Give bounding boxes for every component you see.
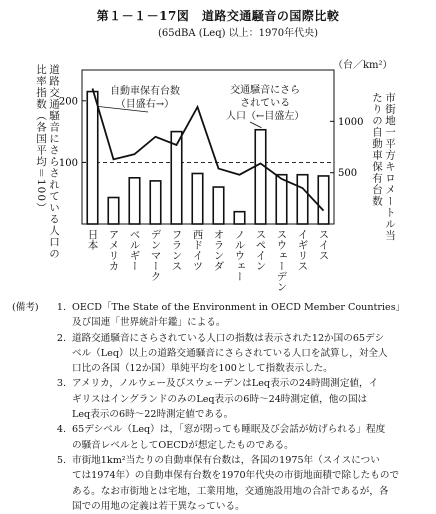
bar	[234, 212, 245, 224]
category-label: スペイン	[255, 229, 267, 271]
category-label: 西ドイツ	[192, 229, 204, 271]
right-axis-unit: （台／km²）	[333, 56, 393, 71]
category-label: フランス	[171, 229, 183, 271]
note-text: OECD「The State of the Environment in OECD Member Countries」	[72, 300, 432, 315]
bar	[87, 92, 98, 224]
left-tick-label: 100	[59, 158, 78, 169]
category-label: 日本	[87, 229, 99, 250]
note-text: ギリスはイングランドのみのLeq表示の6時～24時測定値，他の国は	[72, 392, 432, 407]
category-label: イギリス	[297, 229, 309, 271]
bar	[129, 178, 140, 224]
note-line	[12, 346, 432, 361]
note-line	[12, 392, 432, 407]
note-number: 1.	[48, 300, 72, 315]
bar	[213, 187, 224, 224]
note-line	[12, 407, 432, 422]
note-text: 口比の各国（12か国）単純平均を100として指数表示した。	[72, 361, 432, 376]
notes-label: (備考)	[12, 300, 48, 315]
note-line	[12, 422, 432, 437]
chart-title: 第１－１－17図 道路交通騒音の国際比較	[0, 7, 436, 24]
bar	[108, 198, 119, 224]
note-number: 5.	[48, 453, 72, 468]
note-text: 道路交通騒音にさらされている人口の指数は表示された12か国の65デシ	[72, 331, 432, 346]
note-line	[12, 438, 432, 453]
bar	[150, 181, 161, 224]
bar	[255, 130, 266, 224]
bar	[297, 175, 308, 224]
note-text: 及び国連「世界統計年鑑」による。	[72, 315, 432, 330]
note-line	[12, 468, 432, 483]
note-line	[12, 361, 432, 376]
category-label: ベルギー	[129, 229, 141, 271]
left-tick-label: 200	[59, 96, 78, 107]
bar	[192, 173, 203, 224]
note-number: 2.	[48, 331, 72, 346]
note-line	[12, 315, 432, 330]
category-label: スウェーデン	[276, 229, 288, 292]
right-axis-label: 市街地一平方キロメートル当たりの自動車保有台数	[370, 92, 396, 242]
note-line	[12, 376, 432, 391]
category-label: ノルウェー	[234, 229, 246, 282]
note-text: ベル（Leq）以上の道路交通騒音にさらされている人口を試算し，対全人	[72, 346, 432, 361]
notes	[12, 300, 432, 514]
note-number: 3.	[48, 376, 72, 391]
note-text: ある。なお市街地とは宅地，工業用地，交通施設用地の合計であるが，各	[72, 484, 432, 499]
right-tick-label: 500	[338, 168, 357, 179]
note-text: の騒音レベルとしてOECDが想定したものである。	[72, 438, 432, 453]
category-label: アメリカ	[108, 229, 120, 271]
right-tick-label: 1000	[338, 117, 363, 128]
note-text: Leq表示の6時～22時測定値である。	[72, 407, 432, 422]
note-text: アメリカ，ノルウェー及びスウェーデンはLeq表示の24時間測定値，イ	[72, 376, 432, 391]
note-text: ては1974年）の自動車保有台数を1970年代央の市街地面積で除したもので	[72, 468, 432, 483]
note-line	[12, 499, 432, 514]
note-number: 4.	[48, 422, 72, 437]
note-line	[12, 300, 432, 315]
bar	[276, 175, 287, 224]
bar	[318, 176, 329, 224]
category-label: スイス	[318, 229, 330, 261]
category-label: デンマーク	[150, 229, 162, 282]
noise-annotation: 交通騒音にさら されている 人口（←目盛左）	[226, 84, 304, 123]
left-axis-label: 道路交通騒音にさらされている人口の比率指数（各国平均＝100）	[34, 64, 60, 264]
note-line	[12, 453, 432, 468]
note-text: 国での用地の定義は若干異なっている。	[72, 499, 432, 514]
note-line	[12, 484, 432, 499]
category-label: オランダ	[213, 229, 225, 271]
note-text: 市街地1km²当たりの自動車保有台数は，各国の1975年（スイスについ	[72, 453, 432, 468]
note-text: 65デシベル（Leq）は，「窓が閉っても睡眠及び会話が妨げられる」程度	[72, 422, 432, 437]
chart-subtitle: (65dBA (Leq) 以上：1970年代央)	[0, 24, 436, 39]
cars-annotation: 自動車保有台数 （目盛右→）	[110, 85, 180, 111]
note-line	[12, 331, 432, 346]
